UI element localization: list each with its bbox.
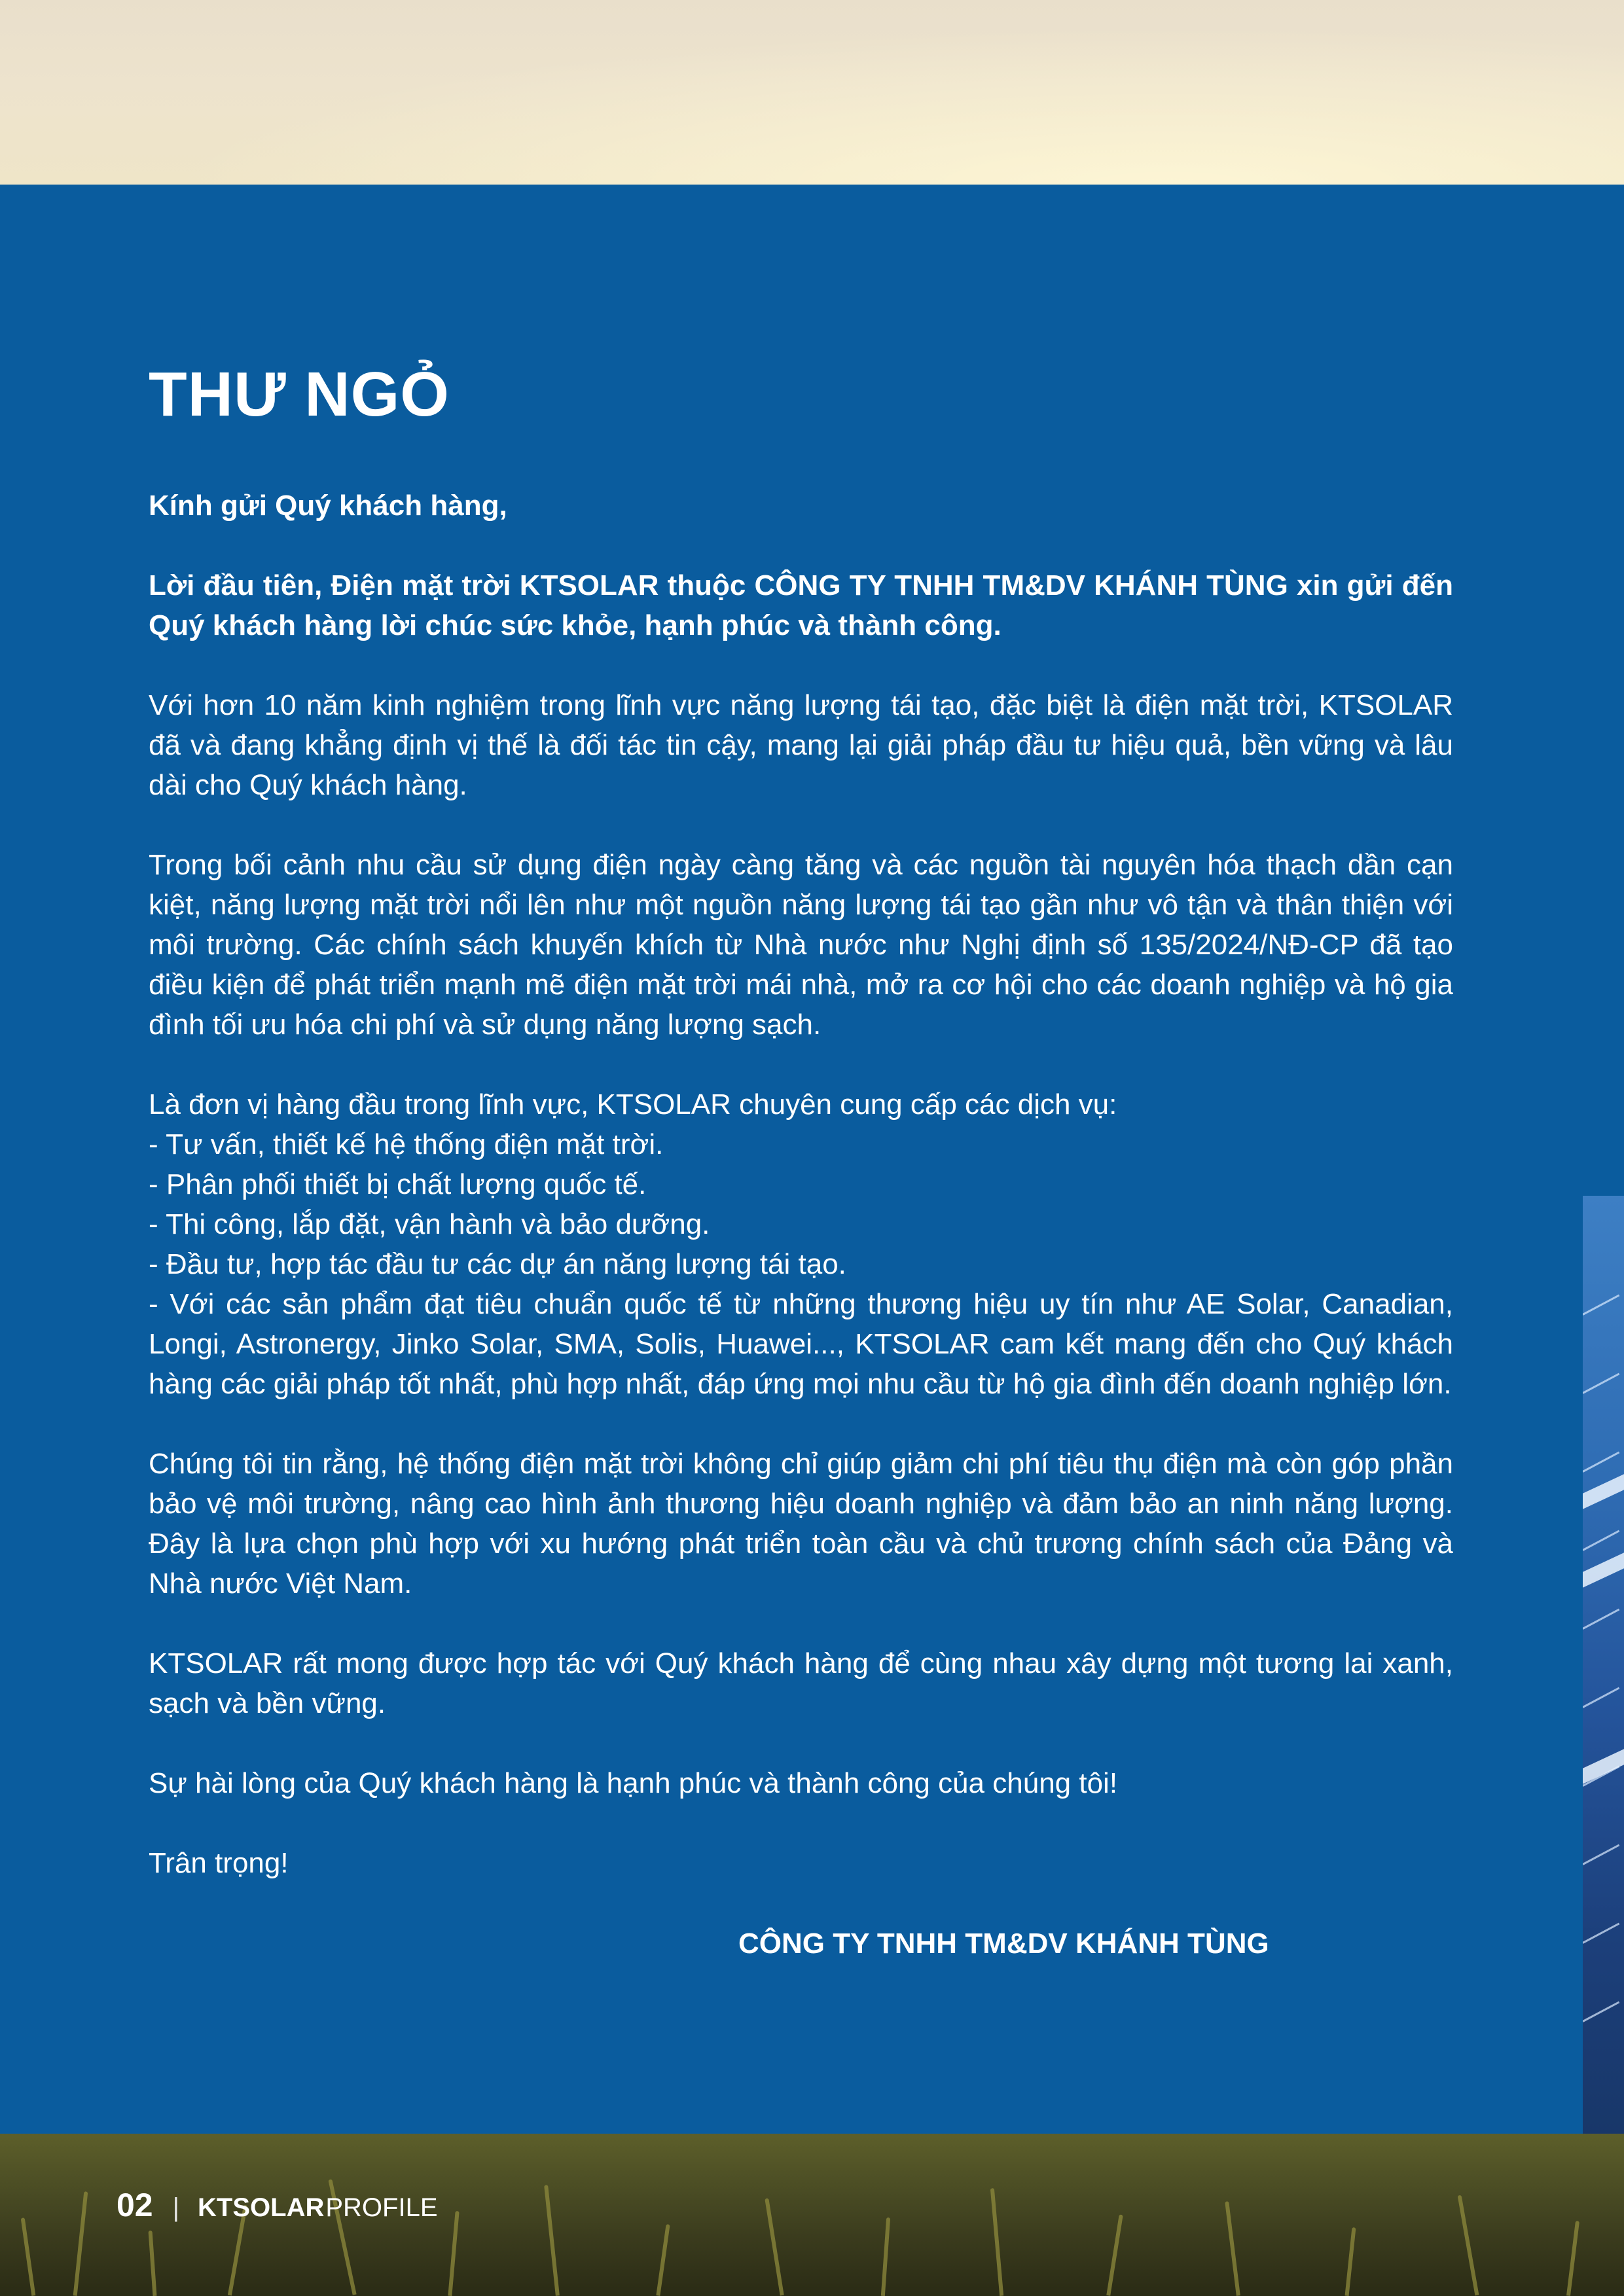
- solar-panel-photo: [1583, 1196, 1624, 2134]
- satisfaction-paragraph: Sự hài lòng của Quý khách hàng là hạnh phúc và thành công của chúng tôi!: [149, 1767, 1118, 1799]
- page-title: THƯ NGỎ: [149, 359, 450, 429]
- intro-paragraph: Lời đầu tiên, Điện mặt trời KTSOLAR thuộc CÔNG TY TNHH TM&DV KHÁNH TÙNG xin gửi đến Quý khách hàng lời chúc sức khỏe, hạnh phúc và thành công.: [149, 569, 1453, 641]
- list-item: - Thi công, lắp đặt, vận hành và bảo dưỡng.: [149, 1208, 710, 1240]
- letter-content: [149, 360, 1453, 1883]
- greeting: Kính gửi Quý khách hàng,: [149, 489, 507, 522]
- list-item: - Tư vấn, thiết kế hệ thống điện mặt trời.: [149, 1128, 664, 1160]
- list-item: - Với các sản phẩm đạt tiêu chuẩn quốc tế từ những thương hiệu uy tín như AE Solar, Canadian, Longi, Astronergy, Jinko Solar, SMA, Solis, Huawei..., KTSOLAR cam kết mang đến cho Quý khách hàng các giải pháp tốt nhất, phù hợp nhất, đáp ứng mọi nhu cầu từ hộ gia đình đến doanh nghiệp lớn.: [149, 1287, 1453, 1400]
- footer-profile: PROFILE: [325, 2193, 438, 2222]
- closing-text: Trân trọng!: [149, 1846, 289, 1879]
- benefits-paragraph: Chúng tôi tin rằng, hệ thống điện mặt trời không chỉ giúp giảm chi phí tiêu thụ điện mà còn góp phần bảo vệ môi trường, nâng cao hình ảnh thương hiệu doanh nghiệp và đảm bảo an ninh năng lượng. Đây là lựa chọn phù hợp với xu hướng phát triển toàn cầu và chủ trương chính sách của Đảng và Nhà nước Việt Nam.: [149, 1447, 1453, 1600]
- page-number: 02: [117, 2187, 153, 2223]
- experience-paragraph: Với hơn 10 năm kinh nghiệm trong lĩnh vực năng lượng tái tạo, đặc biệt là điện mặt trời, KTSOLAR đã và đang khẳng định vị thế là đối tác tin cậy, mang lại giải pháp đầu tư hiệu quả, bền vững và lâu dài cho Quý khách hàng.: [149, 689, 1453, 801]
- context-paragraph: Trong bối cảnh nhu cầu sử dụng điện ngày càng tăng và các nguồn tài nguyên hóa thạch dần cạn kiệt, năng lượng mặt trời nổi lên như một nguồn năng lượng tái tạo gần như vô tận và thân thiện với môi trường. Các chính sách khuyến khích từ Nhà nước như Nghị định số 135/2024/NĐ-CP đã tạo điều kiện để phát triển mạnh mẽ điện mặt trời mái nhà, mở ra cơ hội cho các doanh nghiệp và hộ gia đình tối ưu hóa chi phí và sử dụng năng lượng sạch.: [149, 848, 1453, 1041]
- list-item: - Phân phối thiết bị chất lượng quốc tế.: [149, 1168, 647, 1200]
- footer-separator: |: [172, 2193, 180, 2222]
- services-list: [149, 1124, 1453, 1404]
- page-footer: [117, 2186, 438, 2224]
- list-item: - Đầu tư, hợp tác đầu tư các dự án năng lượng tái tạo.: [149, 1247, 846, 1280]
- services-intro: Là đơn vị hàng đầu trong lĩnh vực, KTSOLAR chuyên cung cấp các dịch vụ:: [149, 1088, 1117, 1121]
- cooperation-paragraph: KTSOLAR rất mong được hợp tác với Quý khách hàng để cùng nhau xây dựng một tương lai xanh, sạch và bền vững.: [149, 1647, 1453, 1719]
- side-strip: [1583, 185, 1624, 2134]
- sky-background-image: [0, 0, 1624, 185]
- signature-company: CÔNG TY TNHH TM&DV KHÁNH TÙNG: [738, 1928, 1269, 1960]
- footer-brand: KTSOLAR: [198, 2193, 325, 2222]
